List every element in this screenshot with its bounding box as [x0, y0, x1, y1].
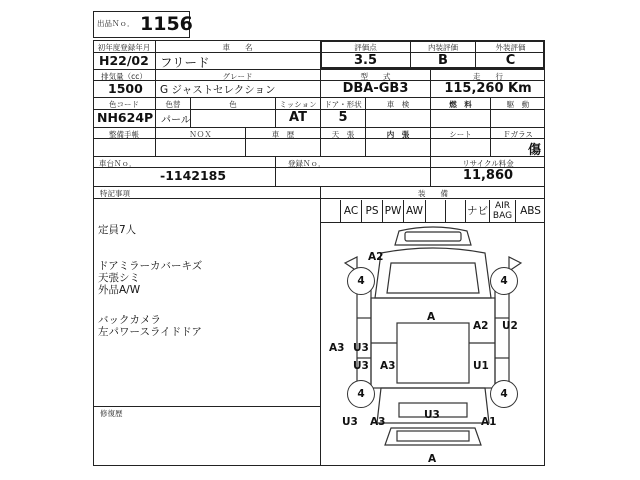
damage-code-rear-center: U3 [424, 409, 440, 421]
door-value: 5 [338, 110, 348, 125]
history-label: 車 歴 [271, 130, 295, 139]
listing-number-label: 出品Ｎｏ． [97, 19, 135, 28]
equip-empty-2 [445, 200, 465, 222]
note-line: 左パワースライドドア [98, 326, 202, 338]
equip-navi: ナビ [465, 200, 489, 222]
equip-abs: ABS [515, 200, 545, 222]
damage-code-rear-right: A1 [481, 416, 497, 428]
chassis-value: -1142185 [160, 168, 227, 183]
interior-tear-label: 内 張 [386, 130, 410, 139]
note-line: 天張シミ [98, 272, 140, 284]
maintenance-label: 整備手帳 [109, 130, 139, 139]
mileage-label: 走 行 [473, 72, 503, 81]
damage-code-left-door-a: A3 [380, 360, 396, 372]
interior-label: 内装評価 [428, 43, 458, 52]
inspection-label: 車 検 [386, 100, 410, 109]
year-value: H22/02 [99, 53, 149, 68]
equipment-label: 装 備 [418, 189, 448, 198]
interior-value: B [438, 53, 448, 68]
displacement-label: 排気量（cc） [101, 72, 147, 81]
color-value: パール [161, 115, 191, 126]
damage-code-roof-front: A2 [368, 251, 384, 263]
damage-code-right-front-a: A2 [473, 320, 489, 332]
tire-rear-left: 4 [347, 380, 375, 408]
color-code-label: 色コード [109, 100, 139, 109]
equip-pw: PW [382, 200, 403, 222]
note-line: ドアミラーカバーキズ [98, 260, 203, 272]
name-value: フリード [160, 55, 210, 70]
note-line: バックカメラ [98, 314, 161, 326]
tire-rear-right: 4 [490, 380, 518, 408]
displacement-value: 1500 [108, 81, 143, 96]
recycle-value: 11,860 [462, 168, 514, 183]
sunroof-label: 天 張 [331, 130, 355, 139]
registration-label: 登録Ｎｏ． [288, 159, 326, 168]
equip-airbag: AIR BAG [489, 200, 515, 222]
note-line: 外品A/W [98, 284, 141, 296]
fglass-label: Ｆガラス [503, 130, 533, 139]
grade-value: G ジャストセレクション [160, 84, 276, 96]
grade-label: グレード [222, 72, 253, 81]
color-type-label: 色替 [165, 100, 181, 109]
model-value: DBA-GB3 [342, 81, 409, 96]
notes-label: 特記事項 [100, 189, 130, 198]
equip-ps: PS [361, 200, 382, 222]
drive-label: 駆 動 [506, 100, 530, 109]
seat-label: シート [449, 130, 472, 139]
repair-history-label: 修復歴 [100, 409, 123, 418]
equip-ac: AC [340, 200, 361, 222]
mission-label: ミッション [279, 100, 317, 109]
model-label: 型 式 [360, 72, 391, 81]
color-label: 色 [229, 100, 237, 109]
exterior-value: C [505, 53, 516, 68]
color-code-value: NH624P [97, 110, 154, 125]
chassis-label: 車台Ｎｏ． [99, 159, 137, 168]
exterior-label: 外装評価 [495, 43, 526, 52]
mileage-value: 115,260 Km [444, 81, 532, 96]
score-value: 3.5 [353, 53, 378, 68]
note-line: 定員7人 [98, 224, 137, 236]
fuel-label: 燃 料 [449, 100, 472, 109]
damage-code-left-mid-u: U3 [353, 342, 369, 354]
tire-front-right: 4 [490, 267, 518, 295]
recycle-label: リサイクル料金 [462, 159, 514, 168]
fglass-value: 傷 [527, 143, 541, 158]
year-label: 初年度登録年月 [97, 43, 151, 52]
damage-code-hood: A [427, 311, 436, 323]
listing-number-box [93, 11, 193, 38]
damage-code-left-mid-a: A3 [329, 342, 345, 354]
equip-empty [425, 200, 445, 222]
damage-code-right-door-u: U1 [473, 360, 489, 372]
score-label: 評価点 [354, 43, 377, 52]
equip-blank [320, 200, 340, 222]
mission-value: AT [289, 110, 307, 125]
damage-code-rear-left-a: A3 [370, 416, 386, 428]
nox-label: ＮＯＸ [189, 130, 212, 139]
tire-front-left: 4 [347, 267, 375, 295]
damage-code-bottom: A [428, 453, 437, 465]
damage-code-rear-left-u: U3 [342, 416, 358, 428]
door-label: ドア・形状 [324, 100, 362, 109]
name-label: 車 名 [222, 43, 253, 52]
damage-code-right-front-u: U2 [502, 320, 518, 332]
damage-code-left-door-u: U3 [353, 360, 369, 372]
listing-number-value: 1156 [140, 13, 193, 35]
equip-aw: AW [403, 200, 425, 222]
